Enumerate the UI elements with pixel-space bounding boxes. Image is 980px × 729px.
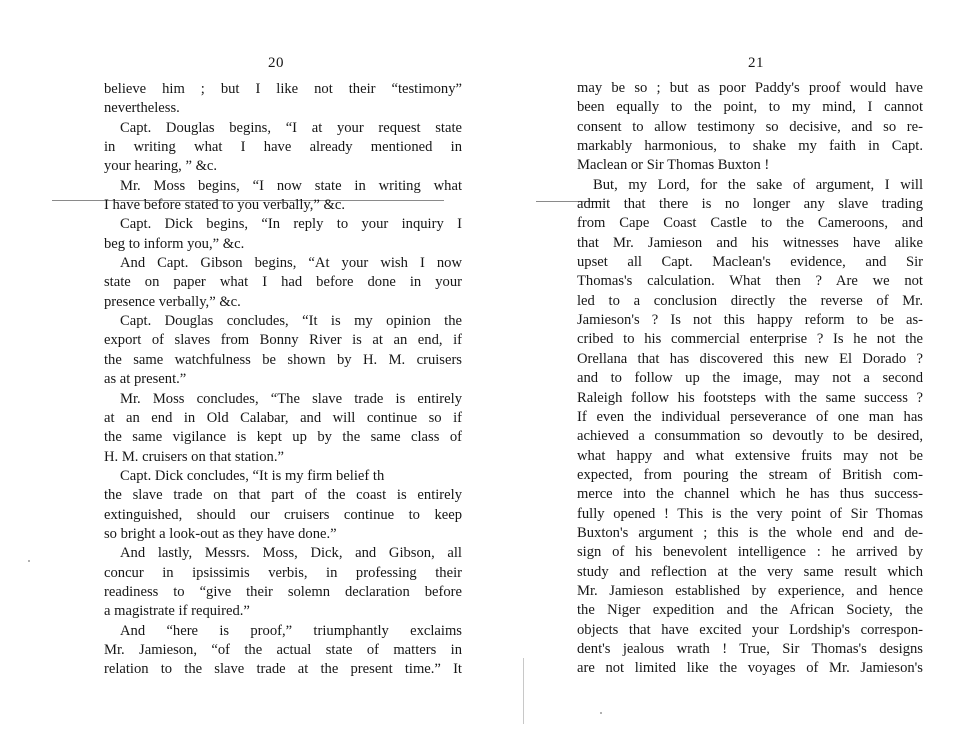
text-line: H. M. cruisers on that station.”	[104, 448, 284, 465]
text-line: from Cape Coast Castle to the Cameroons, and	[577, 215, 923, 232]
text-line: Capt. Douglas begins, “I at your request state	[120, 119, 462, 136]
text-line: beg to inform you,” &c.	[104, 235, 245, 252]
text-line: Capt. Douglas concludes, “It is my opinion the	[120, 313, 462, 330]
text-line: I have before stated to you verbally,” &c.	[104, 197, 345, 214]
text-line: Jamieson's ? Is not this happy reform to be as-	[577, 312, 923, 329]
text-line: led to a conclusion directly the reverse of Mr.	[577, 292, 923, 309]
text-line: fully opened ! This is the very point of Sir Thomas	[577, 505, 923, 522]
text-line: at an end in Old Calabar, and will continue so if	[104, 409, 462, 426]
text-line: And Capt. Gibson begins, “At your wish I now	[120, 255, 462, 272]
right-page	[490, 0, 980, 729]
text-line: what happy and what extensive fruits may not be	[577, 447, 923, 464]
page-number: 20	[268, 55, 284, 71]
text-line: But, my Lord, for the sake of argument, I will	[593, 176, 923, 193]
text-line: presence verbally,” &c.	[104, 293, 241, 310]
text-line: Mr. Jamieson, “of the actual state of matters in	[104, 641, 462, 658]
text-line: expected, from pouring the stream of British com-	[577, 466, 923, 483]
text-line: been equally to the point, to my mind, I cannot	[577, 99, 923, 116]
text-line: and to follow up the image, may not a second	[577, 370, 923, 387]
text-line: readiness to “give their solemn declaration before	[104, 583, 462, 600]
text-line: the Niger expedition and the African Society, the	[577, 602, 923, 619]
text-line: Mr. Moss concludes, “The slave trade is entirely	[120, 390, 462, 407]
text-line: And lastly, Messrs. Moss, Dick, and Gibson, all	[120, 545, 462, 562]
text-line: upset all Capt. Maclean's evidence, and Sir	[577, 254, 923, 271]
text-line: are not limited like the voyages of Mr. Jamieson's	[577, 660, 923, 677]
text-line: study and reflection at the very same result which	[577, 563, 923, 580]
text-line: And “here is proof,” triumphantly exclaims	[120, 622, 462, 639]
text-line: Capt. Dick begins, “In reply to your inquiry I	[120, 216, 462, 233]
text-line: export of slaves from Bonny River is at an end, if	[104, 332, 462, 349]
text-line: concur in ipsissimis verbis, in professing their	[104, 564, 462, 581]
text-line: your hearing, ” &c.	[104, 158, 218, 175]
text-line: the slave trade on that part of the coast is entirely	[104, 487, 462, 504]
text-line: Maclean or Sir Thomas Buxton !	[577, 157, 770, 174]
text-line: nevertheless.	[104, 100, 180, 117]
text-line: If even the individual perseverance of one man has	[577, 408, 923, 425]
text-line: Mr. Moss begins, “I now state in writing what	[120, 177, 462, 194]
text-line: may be so ; but as poor Paddy's proof would have	[577, 80, 923, 96]
text-line: Mr. Jamieson established by experience, and hence	[577, 582, 923, 599]
text-line: dent's jealous wrath ! True, Sir Thomas's designs	[577, 640, 923, 657]
text-line: Buxton's argument ; this is the whole end and de-	[577, 524, 923, 541]
text-line: relation to the slave trade at the present time.” It	[104, 661, 462, 678]
text-line: Capt. Dick concludes, “It is my firm belief th	[120, 467, 385, 484]
text-line: the same watchfulness be shown by H. M. cruisers	[104, 351, 462, 368]
page-number: 21	[748, 55, 764, 71]
text-line: achieved a consummation so devoutly to be desired,	[577, 428, 923, 445]
text-line: state on paper what I had before done in your	[104, 274, 462, 291]
text-line: so bright a look-out as they have done.”	[104, 525, 337, 542]
text-line: a magistrate if required.”	[104, 603, 250, 620]
text-line: cribed to his commercial enterprise ? Is he not the	[577, 331, 923, 348]
text-block	[577, 79, 923, 679]
text-block	[104, 80, 462, 680]
speck	[600, 712, 602, 714]
text-line: Thomas's calculation. What then ? Are we not	[577, 273, 923, 290]
text-line: extinguished, should our cruisers continue to keep	[104, 506, 462, 523]
text-line: markably harmonious, to shake my faith in Capt.	[577, 138, 923, 155]
gutter-line	[523, 658, 524, 724]
text-line: consent to allow testimony so decisive, and so re-	[577, 118, 923, 135]
text-line: the same vigilance is kept up by the same class of	[104, 429, 462, 446]
speck	[28, 560, 30, 562]
text-line: believe him ; but I like not their “testimony”	[104, 81, 462, 97]
text-line: merce into the channel which he has thus success-	[577, 486, 923, 503]
text-line: that Mr. Jamieson and his witnesses have alike	[577, 234, 923, 251]
text-line: objects that have excited your Lordship's correspon-	[577, 621, 923, 638]
text-line: admit that there is no longer any slave trading	[577, 196, 923, 213]
text-line: as at present.”	[104, 371, 187, 388]
text-line: in writing what I have already mentioned in	[104, 139, 462, 156]
text-line: sign of his benevolent intelligence : he arrived by	[577, 544, 923, 561]
text-line: Raleigh follow his footsteps with the same success ?	[577, 389, 923, 406]
text-line: Orellana that has discovered this new El Dorado ?	[577, 350, 923, 367]
